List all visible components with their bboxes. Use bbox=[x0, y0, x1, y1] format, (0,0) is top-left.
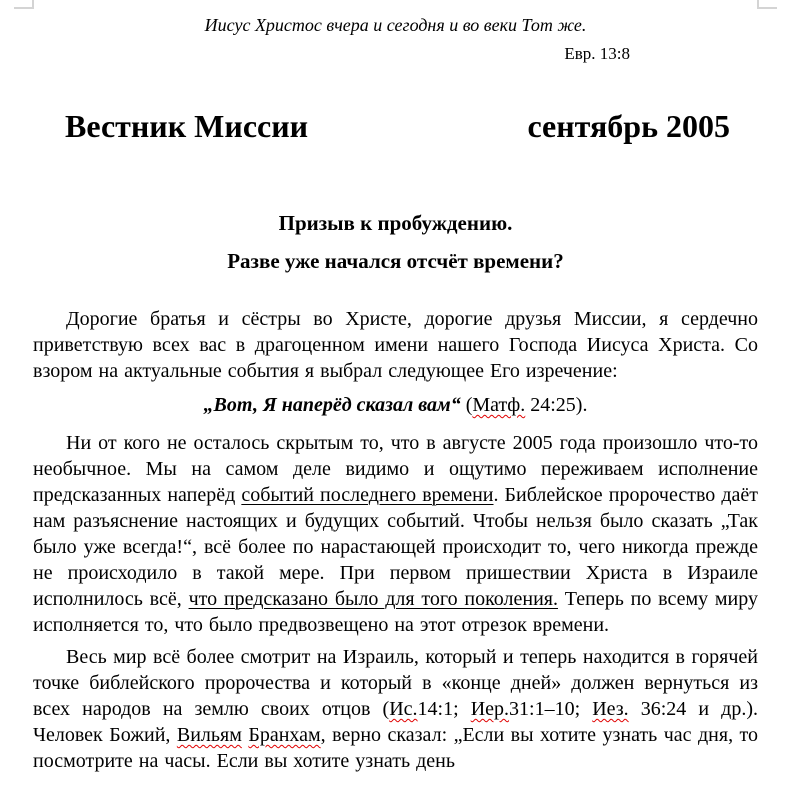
text-segment: 14:1; bbox=[417, 698, 471, 720]
article-title bbox=[33, 204, 758, 280]
misspelled-word: Ис. bbox=[389, 698, 418, 720]
text-segment: Теперь по всему миру исполняется то, что было предвозвещено на этот отрезок времени. bbox=[33, 588, 758, 636]
epigraph-text: Иисус Христос вчера и сегодня и во веки Тот же. bbox=[204, 15, 587, 35]
body-paragraph bbox=[33, 644, 758, 774]
text-segment: Ни от кого не осталось скрытым то, что в августе 2005 года произошло что-то необычное. Мы на самом деле видимо и ощутимо переживаем исполнение предсказанных наперёд bbox=[33, 432, 758, 506]
article-body bbox=[33, 306, 758, 774]
text-segment: 31:1–10; bbox=[509, 698, 593, 720]
misspelled-word: Матф. bbox=[472, 394, 526, 416]
underlined-phrase: что предсказано было для того поколения. bbox=[188, 588, 558, 610]
text-segment: 36:24 и др.). Человек Божий, bbox=[33, 698, 758, 746]
masthead bbox=[33, 108, 758, 144]
text-area bbox=[33, 8, 758, 780]
body-paragraph bbox=[33, 430, 758, 638]
text-segment: Дорогие братья и сёстры во Христе, дорогие друзья Миссии, я сердечно приветствую всех вас в драгоценном имени нашего Господа Иисуса Христа. Со взором на актуальные события я выбрал следующее Его изречение: bbox=[33, 308, 758, 382]
text-segment: ( bbox=[460, 394, 473, 416]
text-segment: . Библейское пророчество даёт нам разъяснение настоящих и будущих событий. Чтобы нельзя было сказать „Так было уже всегда!“, всё более по нарастающей происходит то, чего никогда прежде не происходило в такой мере. При первом пришествии Христа в Израиле исполнилось всё, bbox=[33, 484, 759, 610]
article-title-line2: Разве уже начался отсчёт времени? bbox=[227, 249, 564, 273]
text-boundary-mark-top-right-horizontal bbox=[757, 7, 777, 9]
misspelled-word: Иер. bbox=[470, 698, 510, 720]
misspelled-word: Иез. bbox=[592, 698, 629, 720]
epigraph-reference: Евр. 13:8 bbox=[564, 44, 630, 63]
text-segment: Весь мир всё более смотрит на Израиль, который и теперь находится в горячей точке библейского пророчества и который в «конце дней» должен вернуться из всех народов на землю своих отцов ( bbox=[33, 646, 758, 720]
masthead-issue: сентябрь 2005 bbox=[527, 108, 730, 144]
underlined-phrase: событий последнего времени bbox=[241, 484, 494, 506]
quote-emphasis: „Вот, Я наперёд сказал вам“ bbox=[203, 394, 461, 416]
scripture-quote-paragraph bbox=[33, 392, 758, 418]
misspelled-word: Бранхам bbox=[248, 724, 321, 746]
article-title-line1: Призыв к пробуждению. bbox=[278, 211, 513, 235]
text-boundary-mark-top-left-horizontal bbox=[14, 7, 34, 9]
body-paragraph bbox=[33, 306, 758, 384]
masthead-title: Вестник Миссии bbox=[65, 108, 309, 144]
text-segment: , верно сказал: „Если вы хотите узнать час дня, то посмотрите на часы. Если вы хотите узнать день bbox=[33, 724, 758, 772]
misspelled-word: Вильям bbox=[176, 724, 242, 746]
text-segment: 24:25). bbox=[525, 394, 588, 416]
